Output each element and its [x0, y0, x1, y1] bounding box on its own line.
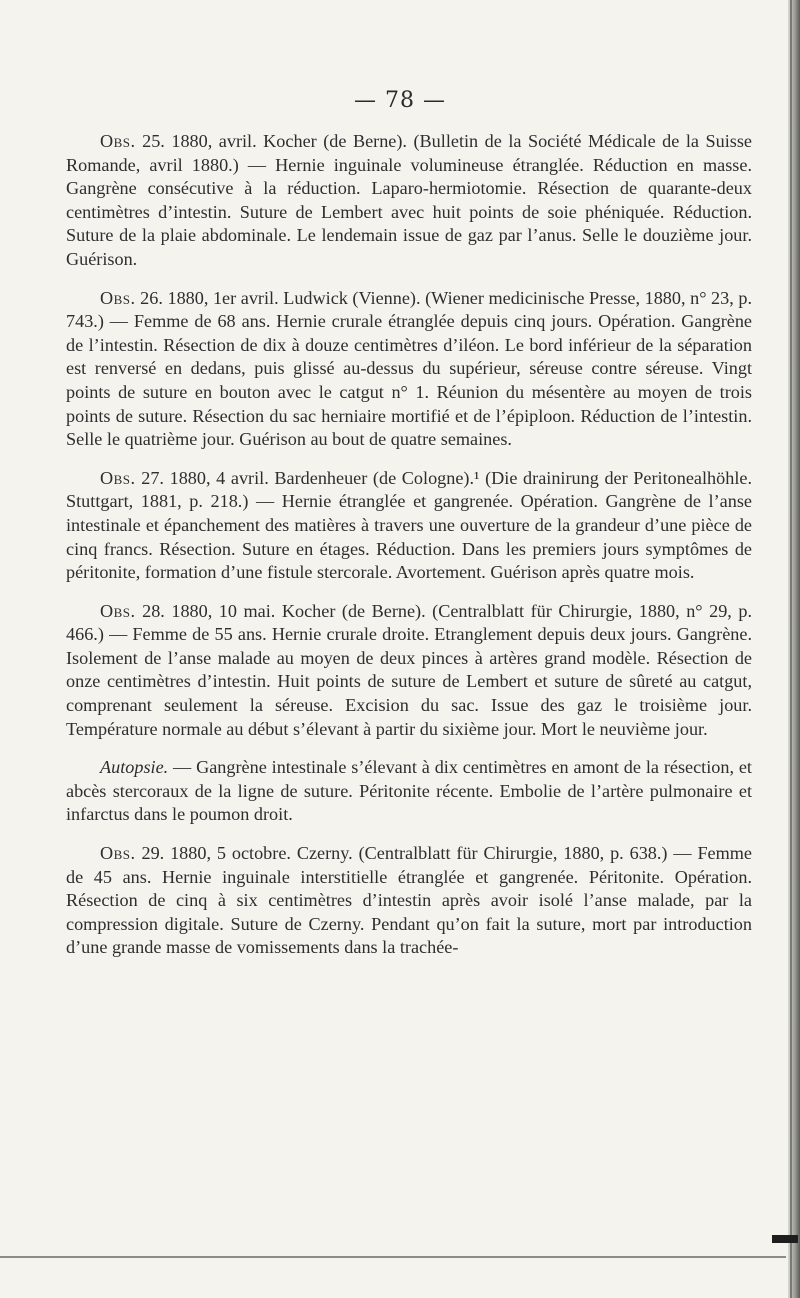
obs-label: Obs. [100, 467, 136, 488]
paragraph-autopsie [66, 756, 752, 827]
body-text [66, 130, 752, 975]
paragraph-text: — Gangrène intestinale s’élevant à dix centimètres en amont de la résection, et abcès stercoraux de la ligne de suture. Péritonite récente. Embolie de l’artère pulmonaire et infarctus dans le poumon droit. [66, 757, 752, 825]
paragraph-obs-27 [66, 467, 752, 585]
obs-label: Obs. [100, 843, 136, 864]
paragraph-obs-26 [66, 287, 752, 452]
edge-mark [772, 1235, 798, 1243]
paragraph-obs-28 [66, 600, 752, 742]
autopsie-label: Autopsie. [100, 757, 169, 778]
page-number: — 78 — [354, 88, 446, 113]
paragraph-obs-29 [66, 842, 752, 960]
paragraph-text: 28. 1880, 10 mai. Kocher (de Berne). (Centralblatt für Chirurgie, 1880, n° 29, p. 466.) — Femme de 55 ans. Hernie crurale droite. Etranglement depuis deux jours. Gangrène. Isolement de l’anse malade au moyen de deux pinces à artères grand modèle. Résection de onze centimètres d’intestin. Huit points de suture de Lembert et suture de sûreté au catgut, comprenant seulement la séreuse. Excision du sac. Issue des gaz le troisième jour. Température normale au début s’élevant à partir du sixième jour. Mort le neuvième jour. [66, 600, 752, 739]
paragraph-text: 27. 1880, 4 avril. Bardenheuer (de Cologne).¹ (Die drainirung der Peritonealhöhle. Stuttgart, 1881, p. 218.) — Hernie étranglée et gangrenée. Opération. Gangrène de l’anse intestinale et épanchement des matières à travers une ouverture de la grandeur d’une pièce de cinq francs. Résection. Suture en étages. Réduction. Dans les premiers jours symptômes de péritonite, formation d’une fistule stercorale. Avortement. Guérison après quatre mois. [66, 467, 752, 583]
paragraph-text: 25. 1880, avril. Kocher (de Berne). (Bulletin de la Société Médicale de la Suisse Romande, avril 1880.) — Hernie inguinale volumineuse étranglée. Réduction en masse. Gangrène consécutive à la réduction. Laparo-hermiotomie. Résection de quarante-deux centimètres d’intestin. Suture de Lembert avec huit points de soie phéniquée. Réduction. Suture de la plaie abdominale. Le lendemain issue de gaz par l’anus. Selle le douzième jour. Guérison. [66, 131, 752, 269]
paragraph-text: 29. 1880, 5 octobre. Czerny. (Centralblatt für Chirurgie, 1880, p. 638.) — Femme de 45 ans. Hernie inguinale interstitielle étranglée et gangrenée. Péritonite. Opération. Résection de cinq à six centimètres d’intestin après avoir isolé l’anse malade, par la compression digitale. Suture de Czerny. Pendant qu’on fait la suture, mort par introduction d’une grande masse de vomissements dans la trachée- [66, 843, 752, 958]
page-edge-shadow [788, 0, 800, 1298]
paragraph-obs-25 [66, 130, 752, 272]
paragraph-text: 26. 1880, 1er avril. Ludwick (Vienne). (Wiener medicinische Presse, 1880, n° 23, p. 743.) — Femme de 68 ans. Hernie crurale étranglée depuis cinq jours. Opération. Gangrène de l’intestin. Résection de dix à douze centimètres d’iléon. Le bord inférieur de la séparation est renversé en dedans, puis glissé au-dessus du supérieur, séreuse contre séreuse. Vingt points de suture en bouton avec le catgut n° 1. Réunion du mésentère au moyen de trois points de suture. Résection du sac herniaire mortifié et de l’épiploon. Réduction de l’intestin. Selle le quatrième jour. Guérison au bout de quatre semaines. [66, 287, 752, 450]
obs-label: Obs. [100, 131, 136, 151]
obs-label: Obs. [100, 600, 136, 621]
page-bottom-rule [0, 1256, 786, 1258]
obs-label: Obs. [100, 287, 136, 308]
